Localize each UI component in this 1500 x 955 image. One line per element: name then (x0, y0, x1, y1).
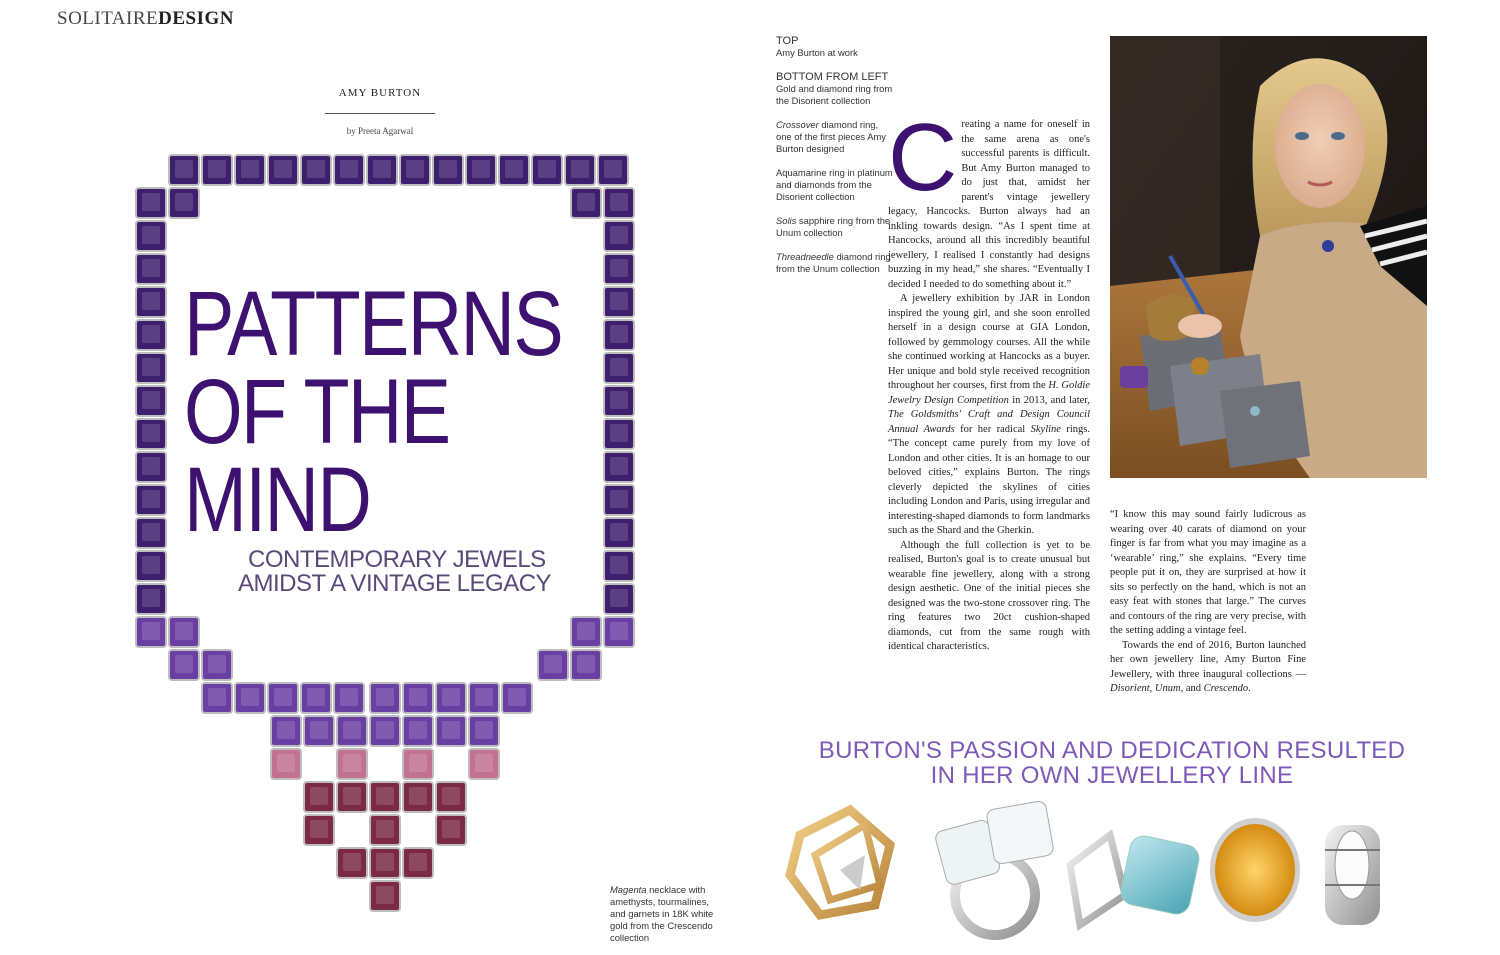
rings-row (780, 795, 1390, 945)
necklace-stone (502, 683, 532, 713)
paragraph-2-text-b: in 2013, and later, (1008, 394, 1090, 406)
caption-5-em: Threadneedle (776, 251, 834, 262)
necklace-stone (202, 650, 232, 680)
necklace-stone (604, 551, 634, 581)
necklace-caption-em: Magenta (610, 884, 647, 895)
paragraph-2-text-c: for her radical (954, 423, 1031, 435)
necklace-stone (337, 782, 367, 812)
necklace-stone (571, 617, 601, 647)
necklace-stone (271, 716, 301, 746)
caption-4-text: sapphire ring from the Unum collection (776, 215, 891, 238)
necklace-stone (571, 650, 601, 680)
headline-line-1: PATTERNS (184, 273, 563, 375)
necklace-stone (334, 683, 364, 713)
necklace-stone (604, 518, 634, 548)
threadneedle-diamond-ring (1325, 825, 1380, 925)
necklace-stone (466, 155, 496, 185)
crossover-diamond-ring (934, 800, 1054, 935)
caption-2-em: Crossover (776, 119, 819, 130)
necklace-stone (202, 683, 232, 713)
necklace-stone (136, 353, 166, 383)
necklace-stone (235, 683, 265, 713)
necklace-stone (604, 254, 634, 284)
masthead-light: SOLITAIRE (57, 8, 159, 29)
necklace-stone (136, 254, 166, 284)
necklace-stone (136, 452, 166, 482)
necklace-stone (202, 155, 232, 185)
author-rule (325, 113, 435, 114)
necklace-stone (604, 353, 634, 383)
necklace-stone (538, 650, 568, 680)
necklace-stone (400, 155, 430, 185)
caption-2-text: diamond ring, one of the first pieces Amy Burton designed (776, 119, 886, 154)
caption-4 (776, 215, 896, 239)
paragraph-2-text-d: rings. “The concept came purely from my love of London and other cities. It is an homage to our beloved cities,” explains Burton. The rings cleverly depicted the skylines of cities including London and Paris, using irregular and interesting-shaped diamonds to form landmarks such as the Shard and the Gherkin. (888, 423, 1091, 536)
necklace-stone (532, 155, 562, 185)
paragraph-5-text-b: , (1149, 683, 1155, 694)
necklace-stone (604, 287, 634, 317)
necklace-stone (136, 617, 166, 647)
masthead-bold: DESIGN (158, 8, 234, 29)
necklace-stone (436, 716, 466, 746)
necklace-stone (403, 716, 433, 746)
necklace-stone (136, 518, 166, 548)
necklace-stone (136, 584, 166, 614)
necklace-stone (136, 419, 166, 449)
pull-quote-line-2: IN HER OWN JEWELLERY LINE (930, 762, 1294, 789)
disorient-gold-ring (790, 810, 890, 915)
paragraph-5-text-c: , and (1180, 683, 1204, 694)
necklace-caption-text: necklace with amethysts, tourmalines, and garnets in 18K white gold from the Crescendo collection (610, 884, 714, 943)
paragraph-5-text-a: Towards the end of 2016, Burton launched her own jewellery line, Amy Burton Fine Jewellery, with three inaugural collections — (1110, 639, 1306, 680)
necklace-stone (604, 452, 634, 482)
necklace-stone (370, 782, 400, 812)
necklace-stone (403, 749, 433, 779)
necklace-stone (604, 386, 634, 416)
body-column-2 (1110, 508, 1306, 697)
necklace-stone (334, 155, 364, 185)
necklace-stone (604, 617, 634, 647)
necklace-stone (235, 155, 265, 185)
caption-bottom-label: BOTTOM FROM LEFT (776, 71, 889, 83)
necklace-stone (604, 221, 634, 251)
necklace-stone (136, 386, 166, 416)
byline: by Preeta Agarwal (346, 126, 414, 136)
paragraph-2 (888, 292, 1090, 539)
necklace-stone (604, 320, 634, 350)
necklace-stone (370, 848, 400, 878)
caption-top-label: TOP (776, 35, 799, 47)
necklace-stone (136, 551, 166, 581)
paragraph-5-em-2: Unum (1154, 683, 1181, 694)
necklace-stone (136, 287, 166, 317)
necklace-stone (370, 683, 400, 713)
necklace-stone (604, 419, 634, 449)
necklace-stone (433, 155, 463, 185)
necklace-stone (436, 683, 466, 713)
necklace-stone (571, 188, 601, 218)
subheadline (238, 548, 558, 596)
caption-1: Gold and diamond ring from the Disorient collection (776, 83, 893, 106)
paragraph-4: “I know this may sound fairly ludicrous as wearing over 40 carats of diamond on your finger is far from what you may imagine as a ‘wearable’ ring,” she explains. “Every time people put it on, they are surprised at how it sits so perfectly on the hand, which is not an easy feat with stones that large.” The curves and contours of the ring are very precise, with the setting adding a vintage feel. (1110, 509, 1306, 636)
necklace-stone (565, 155, 595, 185)
necklace-stone (169, 617, 199, 647)
necklace-stone (337, 716, 367, 746)
designer-photo-illustration (1110, 36, 1427, 478)
necklace-stone (604, 485, 634, 515)
necklace-stone (403, 782, 433, 812)
necklace-stone (436, 782, 466, 812)
photo-captions (776, 35, 896, 287)
headline-line-3: MIND (184, 449, 371, 551)
masthead (57, 8, 234, 30)
solis-sapphire-ring (1210, 818, 1300, 922)
caption-4-em: Solis (776, 215, 797, 226)
subheadline-line-1: CONTEMPORARY JEWELS (248, 546, 546, 573)
necklace-stone (337, 749, 367, 779)
paragraph-3: Although the full collection is yet to be realised, Burton's goal is to create unusual but wearable fine jewellery, along with a strong design aesthetic. One of the initial pieces she designed was the two-stone crossover ring. The ring features two 20ct cushion-shaped diamonds, cut from the same rough with identical characteristics. (888, 539, 1090, 652)
caption-3: Aquamarine ring in platinum and diamonds from the Disorient collection (776, 167, 893, 202)
dropcap: C (888, 104, 958, 211)
necklace-stone (604, 584, 634, 614)
paragraph-5-em-1: Disorient (1110, 683, 1150, 694)
caption-5-text: diamond ring from the Unum collection (776, 251, 891, 274)
necklace-stone (268, 683, 298, 713)
necklace-stone (301, 683, 331, 713)
aquamarine-ring (1070, 833, 1202, 925)
subheadline-line-2: AMIDST A VINTAGE LEGACY (238, 570, 552, 597)
necklace-stone (604, 188, 634, 218)
body-column-1 (888, 104, 1091, 655)
paragraph-5-text-d: . (1248, 683, 1251, 694)
necklace-stone (136, 485, 166, 515)
necklace-stone (304, 716, 334, 746)
necklace-stone (403, 848, 433, 878)
pull-quote-line-1: BURTON'S PASSION AND DEDICATION RESULTED (818, 737, 1406, 764)
paragraph-2-em-3: Skyline (1030, 423, 1061, 435)
designer-photo (1110, 36, 1427, 478)
caption-2 (776, 119, 896, 155)
pull-quote (812, 738, 1412, 788)
paragraph-2-text-a: A jewellery exhibition by JAR in London inspired the young girl, and she soon enrolled herself in a design course at GIA London, followed by gemmology courses. All the while she continued working at Hancocks as a buyer. Her unique and bold style received recognition throughout her courses, first from the (888, 293, 1090, 391)
necklace-stone (370, 716, 400, 746)
necklace-stone (370, 881, 400, 911)
necklace-caption (610, 884, 720, 944)
headline (184, 273, 563, 551)
paragraph-1 (888, 104, 1090, 292)
necklace-stone (337, 848, 367, 878)
necklace-stone (169, 188, 199, 218)
necklace-stone (304, 782, 334, 812)
caption-top-text: Amy Burton at work (776, 47, 858, 58)
paragraph-5 (1110, 639, 1306, 697)
necklace-stone (403, 683, 433, 713)
headline-line-2: OF THE (184, 361, 450, 463)
necklace-stone (469, 683, 499, 713)
paragraph-2-em-2: The Goldsmiths' Craft and Design Council Annual Awards (888, 409, 1090, 435)
author-name: AMY BURTON (338, 87, 422, 99)
necklace-stone (136, 188, 166, 218)
necklace-stone (169, 650, 199, 680)
necklace-stone (268, 155, 298, 185)
necklace-stone (169, 155, 199, 185)
necklace-stone (271, 749, 301, 779)
necklace-stone (598, 155, 628, 185)
paragraph-2-em-1: H. Goldie Jewelry Design Competition (888, 380, 1090, 406)
necklace-stone (136, 221, 166, 251)
necklace-stone (499, 155, 529, 185)
necklace-stone (436, 815, 466, 845)
necklace-stone (304, 815, 334, 845)
paragraph-1-text: reating a name for oneself in the same arena as one's successful parents is difficult. But Amy Burton managed to do just that, amidst her parent's vintage jewellery legacy, Hancocks. Burton always had an inkling towards design. “As I spent time at Hancocks, around all this incredibly beautiful jewellery, I realised I constantly had designs buzzing in my head,” she shares. “Eventually I decided I needed to do something about it.” (888, 119, 1090, 290)
caption-5 (776, 251, 896, 275)
necklace-stone (469, 716, 499, 746)
necklace-stone (370, 815, 400, 845)
necklace-stone (136, 320, 166, 350)
necklace-stone (301, 155, 331, 185)
paragraph-5-em-3: Crescendo (1203, 683, 1249, 694)
necklace-stone (367, 155, 397, 185)
necklace-stone (469, 749, 499, 779)
